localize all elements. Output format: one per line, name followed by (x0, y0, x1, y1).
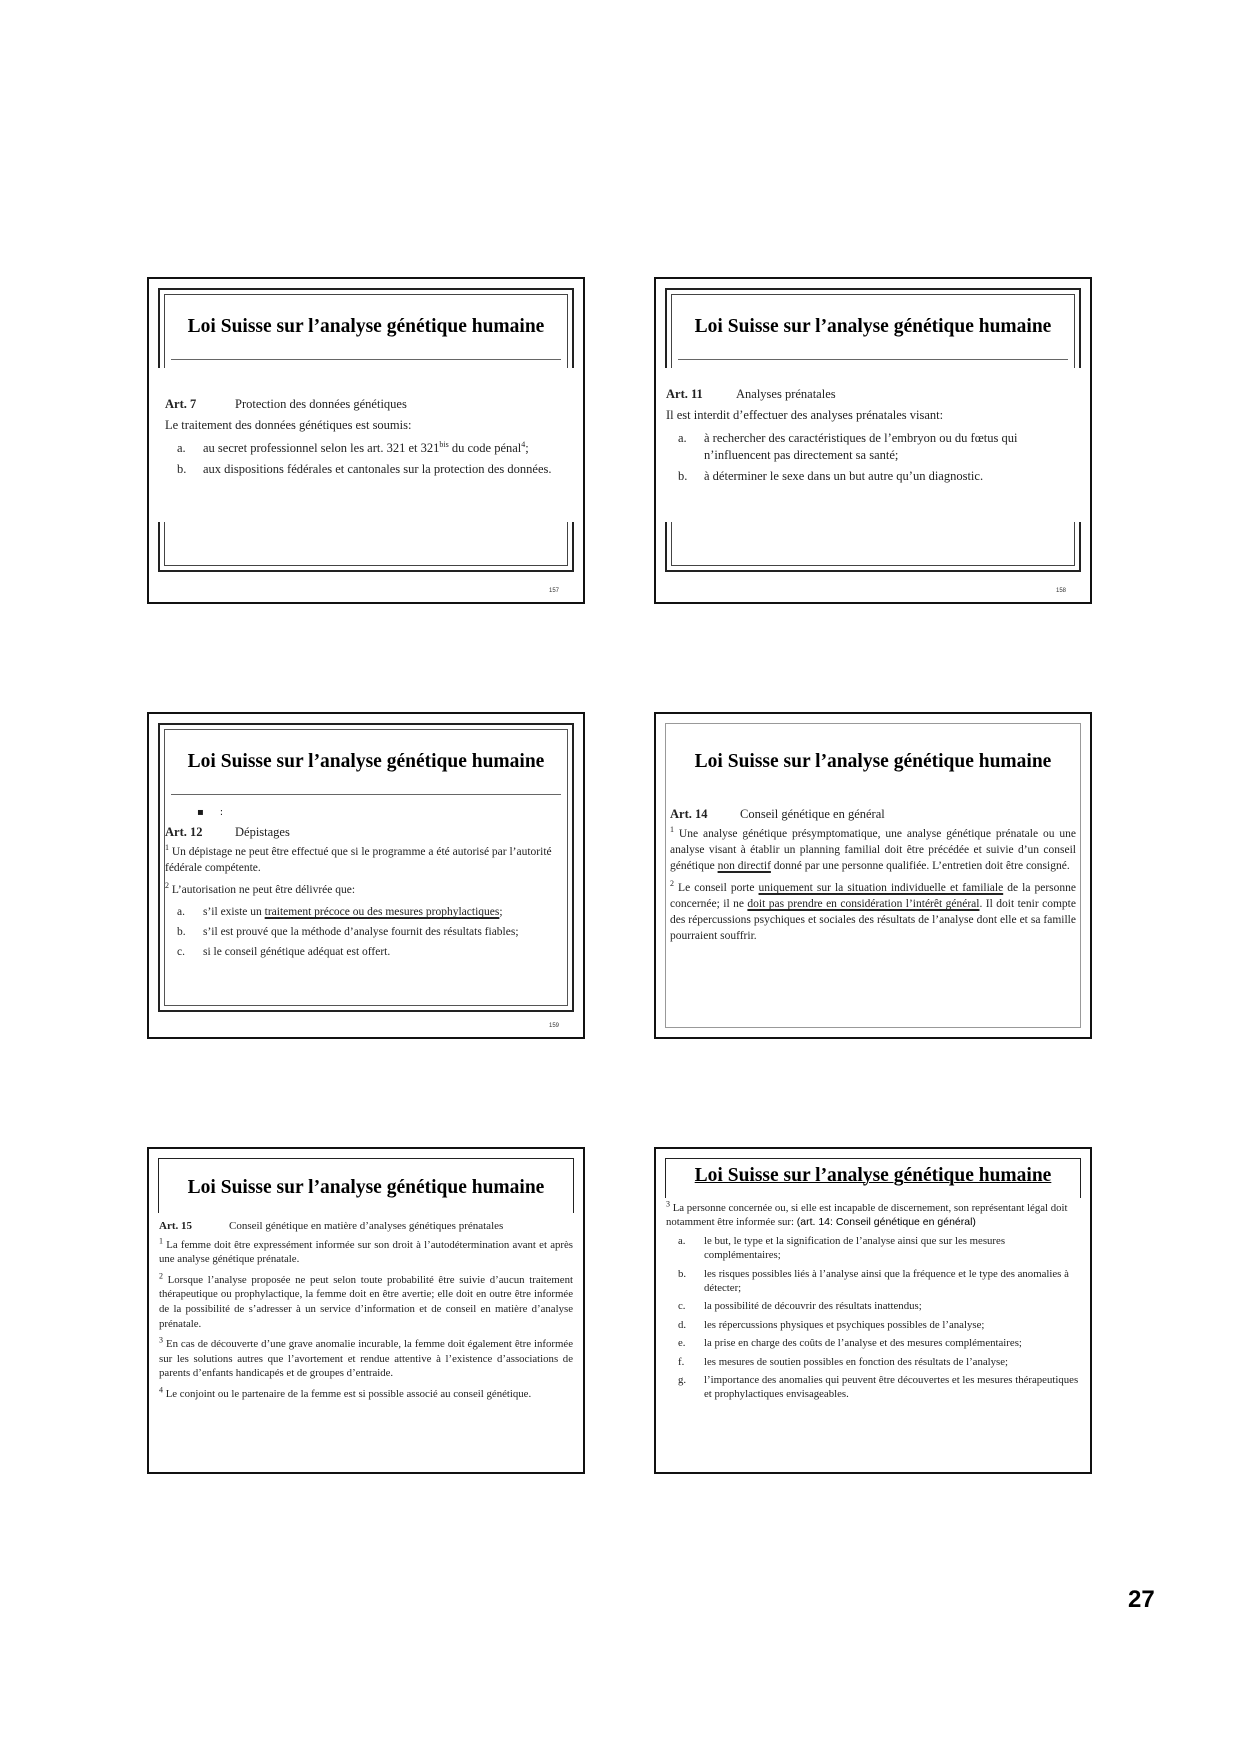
paragraph-1: $^1$ Une analyse génétique présymptomatique, une analyse génétique prénatale ou une analyse visant à établir un planning familial doit être précédée et suivie d’un conseil génétique non directif donné par une personne qualifiée. L’entretien doit être consigné. (670, 825, 1076, 872)
slide-title: Loi Suisse sur l’analyse génétique humaine (694, 316, 1052, 337)
list-item: f. les mesures de soutien possibles en fonction des résultats de l’analyse; (678, 1355, 1009, 1368)
intro-text: Le traitement des données génétiques est soumis: (165, 418, 412, 432)
paragraph: $^2$ Lorsque l’analyse proposée ne peut selon toute probabilité être suivie d’aucun traitement thérapeutique ou prophylactique, la femme doit en être avertie; elle doit en outre être informée de la possibilité de s’adresser à un service d’information et de conseil en matière d’analyse prénatale. (159, 1271, 573, 1330)
slide-161 (147, 1147, 585, 1474)
underlined-text: non directif (717, 860, 771, 872)
slide-title: Loi Suisse sur l’analyse génétique humaine (187, 1177, 545, 1198)
list-item: b. aux dispositions fédérales et cantonales sur la protection des données. (177, 462, 552, 476)
slide-title: Loi Suisse sur l’analyse génétique humaine (187, 316, 545, 337)
slide-frame-bottom (158, 522, 574, 572)
intro-text: Il est interdit d’effectuer des analyses prénatales visant: (666, 408, 944, 422)
slide-number: 159 (548, 1023, 559, 1029)
title-rule (171, 359, 561, 360)
slide-160 (654, 712, 1092, 1039)
slide-number: 158 (1055, 588, 1066, 594)
article-number: Art. 15 (159, 1220, 192, 1232)
bullet-line: ▪ : (197, 807, 224, 818)
list-item: d. les répercussions physiques et psychiques possibles de l’analyse; (678, 1318, 985, 1331)
article-heading (165, 824, 571, 840)
slide-content (159, 1219, 573, 1408)
slide-content (666, 1201, 1080, 1406)
article-heading (159, 1219, 573, 1234)
article-heading (165, 396, 571, 413)
slide-content (165, 824, 571, 964)
article-number: Art. 14 (670, 807, 708, 821)
intro-text: $^3$ La personne concernée ou, si elle est incapable de discernement, son représentant légal doit notamment être informée sur: (art. 14: Conseil génétique en général) (666, 1199, 1068, 1229)
underlined-text: doit pas prendre en considération l’intérêt général (747, 898, 980, 910)
list-item: a. au secret professionnel selon les art. 321 et $321^{bis}$ du code pénal$^4$; (177, 439, 529, 455)
list-item: c. si le conseil génétique adéquat est offert. (177, 946, 391, 958)
slide-158 (654, 277, 1092, 604)
underlined-text: uniquement sur la situation individuelle et familiale (758, 882, 1004, 894)
slide-162 (654, 1147, 1092, 1474)
paragraph-2: $^2$ Le conseil porte uniquement sur la situation individuelle et familiale de la personne concernée; il ne doit pas prendre en considération l’intérêt général. Il doit tenir compte des répercussions psychiques et sociales des résultats de l’analyse dont elle et sa famille pourraient souffrir. (670, 879, 1076, 942)
list-item: b. s’il est prouvé que la méthode d’analyse fournit des résultats fiables; (177, 926, 519, 938)
title-rule (678, 359, 1068, 360)
article-title: Conseil génétique en matière d’analyses génétiques prénatales (229, 1220, 504, 1232)
list-item: g. l’importance des anomalies qui peuvent être découvertes et les mesures thérapeutiques et prophylactiques envisageables. (678, 1374, 1079, 1401)
slide-title: Loi Suisse sur l’analyse génétique humaine (694, 1165, 1052, 1186)
paragraph: $^4$ Le conjoint ou le partenaire de la femme est si possible associé au conseil génétique. (159, 1385, 532, 1400)
slide-number: 157 (548, 588, 559, 594)
slide-title: Loi Suisse sur l’analyse génétique humaine (187, 751, 545, 772)
slide-title: Loi Suisse sur l’analyse génétique humaine (694, 751, 1052, 772)
article-heading (666, 386, 1082, 403)
article-title: Dépistages (235, 825, 290, 839)
article-heading (670, 806, 1076, 822)
page-number: 27 (1128, 1586, 1155, 1613)
paragraph-1: $^1$ Un dépistage ne peut être effectué que si le programme a été autorisé par l’autorité fédérale compétente. (165, 843, 552, 874)
list-item: e. la prise en charge des coûts de l’analyse et des mesures complémentaires; (678, 1337, 1022, 1350)
list-item: a. à rechercher des caractéristiques de l’embryon ou du fœtus qui n’influencent pas directement sa santé; (678, 431, 1018, 462)
slide-content (666, 386, 1082, 489)
article-title: Protection des données génétiques (235, 397, 407, 411)
paragraph: $^1$ La femme doit être expressément informée sur son droit à l’autodétermination avant et après une analyse génétique prénatale. (159, 1236, 573, 1266)
paragraph-2: $^2$ L’autorisation ne peut être délivrée que: (165, 881, 356, 896)
slide-frame-bottom (665, 522, 1081, 572)
slide-content (165, 396, 571, 482)
article-note: (art. 14: Conseil génétique en général) (796, 1216, 976, 1229)
slide-159 (147, 712, 585, 1039)
list-item: b. à déterminer le sexe dans un but autre qu’un diagnostic. (678, 469, 984, 483)
article-number: Art. 7 (165, 397, 197, 411)
list-item: a. s’il existe un traitement précoce ou des mesures prophylactiques; (177, 906, 503, 918)
article-title: Analyses prénatales (736, 387, 836, 401)
title-rule (171, 794, 561, 795)
paragraph: $^3$ En cas de découverte d’une grave anomalie incurable, la femme doit également être informée sur les solutions autres que l’avortement et rendue attentive à l’existence d’associations de parents d’enfants handicapés et de groupes d’entraide. (159, 1335, 573, 1380)
article-number: Art. 11 (666, 387, 703, 401)
article-title: Conseil génétique en général (740, 807, 885, 821)
list-item: b. les risques possibles liés à l’analyse ainsi que la fréquence et le type des anomalies à détecter; (678, 1267, 1069, 1295)
slide-157 (147, 277, 585, 604)
slide-content (670, 806, 1076, 950)
underlined-text: traitement précoce ou des mesures prophylactiques (264, 906, 500, 918)
list-item: c. la possibilité de découvrir des résultats inattendus; (678, 1300, 922, 1313)
list-item: a. le but, le type et la signification de l’analyse ainsi que sur les mesures complémentaires; (678, 1234, 1006, 1262)
article-number: Art. 12 (165, 825, 203, 839)
